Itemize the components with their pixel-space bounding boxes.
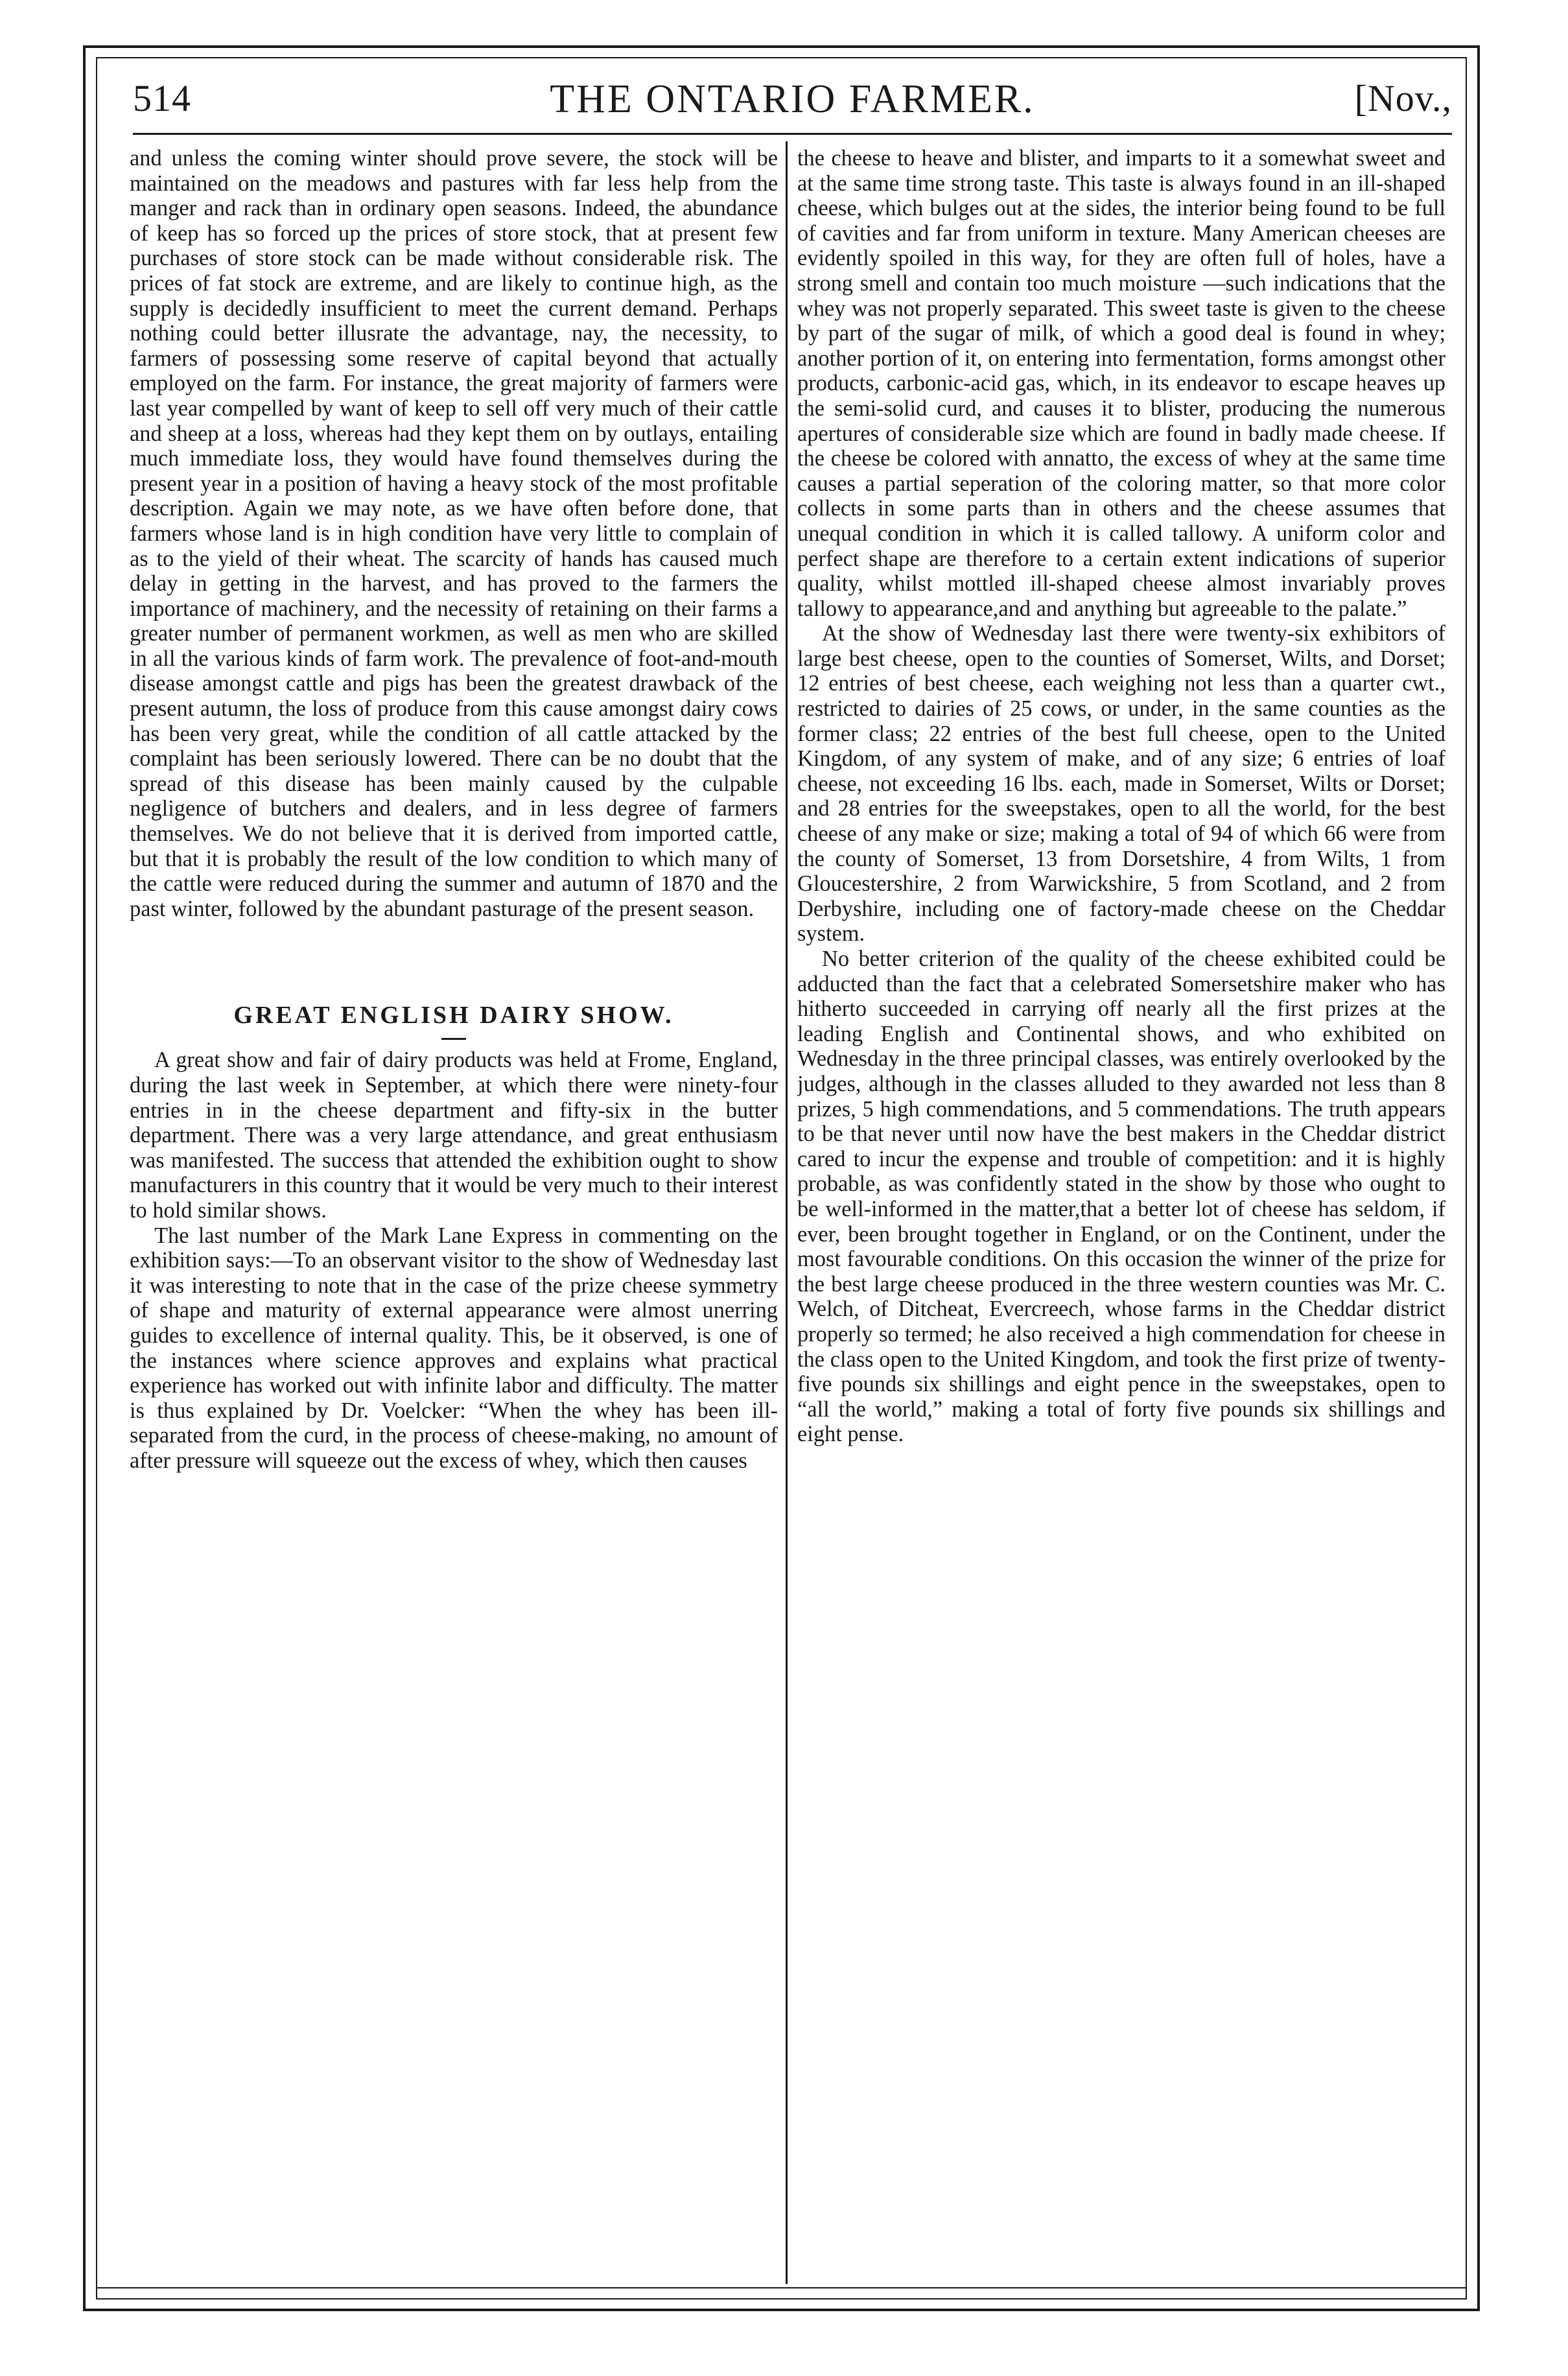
header-rule <box>133 133 1452 135</box>
paragraph-show-intro: A great show and fair of dairy products was held at Frome, England, during the last week in September, at which there were ninety-four entries in in the cheese department and fifty-six in the butter department. There was a very large attendance, and great enthusiasm was manifested. The success that attended the exhibition ought to show manufacturers in this country that it would be very much to their interest to hold similar shows. <box>130 1048 778 1223</box>
issue-date: [Nov., <box>1354 77 1452 119</box>
journal-title: THE ONTARIO FARMER. <box>550 77 1035 121</box>
page-number: 514 <box>133 77 191 119</box>
article-heading: GREAT ENGLISH DAIRY SHOW. <box>233 1002 674 1029</box>
right-column <box>797 146 1445 2279</box>
running-header <box>133 76 1452 131</box>
paragraph-mark-lane-quote: The last number of the Mark Lane Express in commenting on the exhibition says:—To an observant visitor to the show of Wednesday last it was interesting to note that in the case of the prize cheese symmetry of shape and maturity of external appearance were almost unerring guides to excellence of internal quality. This, be it observed, is one of the instances where science approves and explains what practical experience has worked out with infinite labor and difficulty. The matter is thus explained by Dr. Voelcker: “When the whey has been ill-separated from the curd, in the process of cheese-making, no amount of after pressure will squeeze out the excess of whey, which then causes <box>130 1223 778 1473</box>
footer-rule <box>96 2287 1467 2288</box>
column-divider <box>786 141 788 2284</box>
heading-rule <box>441 1038 466 1040</box>
left-column <box>130 146 778 2279</box>
paragraph-show-entries: At the show of Wednesday last there were twenty-six exhibitors of large best cheese, open to the counties of Somerset, Wilts, and Dorset; 12 entries of best cheese, each weighing not less than a quarter cwt., restricted to dairies of 25 cows, or under, in the same counties as the former class; 22 entries of the best full cheese, open to the United Kingdom, of any system of make, and of any size; 6 entries of loaf cheese, not exceeding 16 lbs. each, made in Somerset, Wilts or Dorset; and 28 entries for the sweepstakes, open to all the world, for the best cheese of any make or size; making a total of 94 of which 66 were from the county of Somerset, 13 from Dorsetshire, 4 from Wilts, 1 from Gloucestershire, 2 from Warwickshire, 5 from Scotland, and 2 from Derbyshire, including one of factory-made cheese on the Cheddar system. <box>797 621 1445 947</box>
paragraph-farming-review: and unless the coming winter should prove severe, the stock will be maintained on the meadows and pastures with far less help from the manger and rack than in ordinary open seasons. Indeed, the abundance of keep has so forced up the prices of store stock, that at present few purchases of store stock can be made without considerable risk. The prices of fat stock are extreme, and are likely to continue high, as the supply is decidedly insufficient to meet the current demand. Perhaps nothing could better illusrate the advantage, nay, the necessity, to farmers of possessing some reserve of capital beyond that actually employed on the farm. For instance, the great majority of farmers were last year compelled by want of keep to sell off very much of their cattle and sheep at a loss, whereas had they kept them on by outlays, entailing much immediate loss, they would have found themselves during the present year in a position of having a heavy stock of the most profitable description. Again we may note, as we have often before done, that farmers whose land is in high condition have very little to complain of as to the yield of their wheat. The scarcity of hands has caused much delay in getting in the harvest, and has proved to the farmers the importance of machinery, and the necessity of retaining on their farms a greater number of permanent workmen, as well as men who are skilled in all the various kinds of farm work. The prevalence of foot-and-mouth disease amongst cattle and pigs has been the greatest drawback of the present autumn, the loss of produce from this cause amongst dairy cows has been very great, while the condition of all cattle attacked by the complaint has been seriously lowered. There can be no doubt that the spread of this disease has been mainly caused by the culpable negligence of butchers and dealers, and in less degree of farmers themselves. We do not believe that it is derived from imported cattle, but that it is probably the result of the low condition to which many of the cattle were reduced during the summer and autumn of 1870 and the past winter, followed by the abundant pasturage of the present season. <box>130 146 778 921</box>
section-spacer <box>130 921 778 999</box>
paragraph-criterion: No better criterion of the quality of the cheese exhibited could be adducted than the fact that a celebrated Somersetshire maker who has hitherto succeeded in carrying off nearly all the first prizes at the leading English and Continental shows, and who exhibited on Wednesday in the three principal classes, was entirely overlooked by the judges, although in the classes alluded to they awarded not less than 8 prizes, 5 high commendations, and 5 commendations. The truth appears to be that never until now have the best makers in the Cheddar district cared to incur the expense and trouble of competition: and it is highly probable, as was confidently stated in the show by those who ought to be well-informed in the matter,that a better lot of cheese has seldom, if ever, been brought together in England, or on the Continent, under the most favourable conditions. On this occasion the winner of the prize for the best large cheese produced in the three western counties was Mr. C. Welch, of Ditcheat, Evercreech, whose farms in the Cheddar district properly so termed; he also received a high commendation for cheese in the class open to the United Kingdom, and took the first prize of twenty-five pounds six shillings and eight pence in the sweepstakes, open to “all the world,” making a total of forty five pounds six shillings and eight pense. <box>797 947 1445 1447</box>
paragraph-voelcker-continued: the cheese to heave and blister, and imparts to it a somewhat sweet and at the same time strong taste. This taste is always found in an ill-shaped cheese, which bulges out at the sides, the interior being found to be full of cavities and far from uniform in texture. Many American cheeses are evidently spoiled in this way, for they are often full of holes, have a strong smell and contain too much moisture —such indications that the whey was not properly separated. This sweet taste is given to the cheese by part of the sugar of milk, of which a good deal is found in whey; another portion of it, on entering into fermentation, forms amongst other products, carbonic-acid gas, which, in its endeavor to escape heaves up the semi-solid curd, and causes it to blister, producing the numerous apertures of considerable size which are found in badly made cheese. If the cheese be colored with annatto, the excess of whey at the same time causes a partial seperation of the coloring matter, so that more color collects in some parts than in others and the cheese assumes that unequal condition in which it is called tallowy. A uniform color and perfect shape are therefore to a certain extent indications of superior quality, whilst mottled ill-shaped cheese almost invariably proves tallowy to appearance,and and anything but agreeable to the palate.” <box>797 146 1445 621</box>
